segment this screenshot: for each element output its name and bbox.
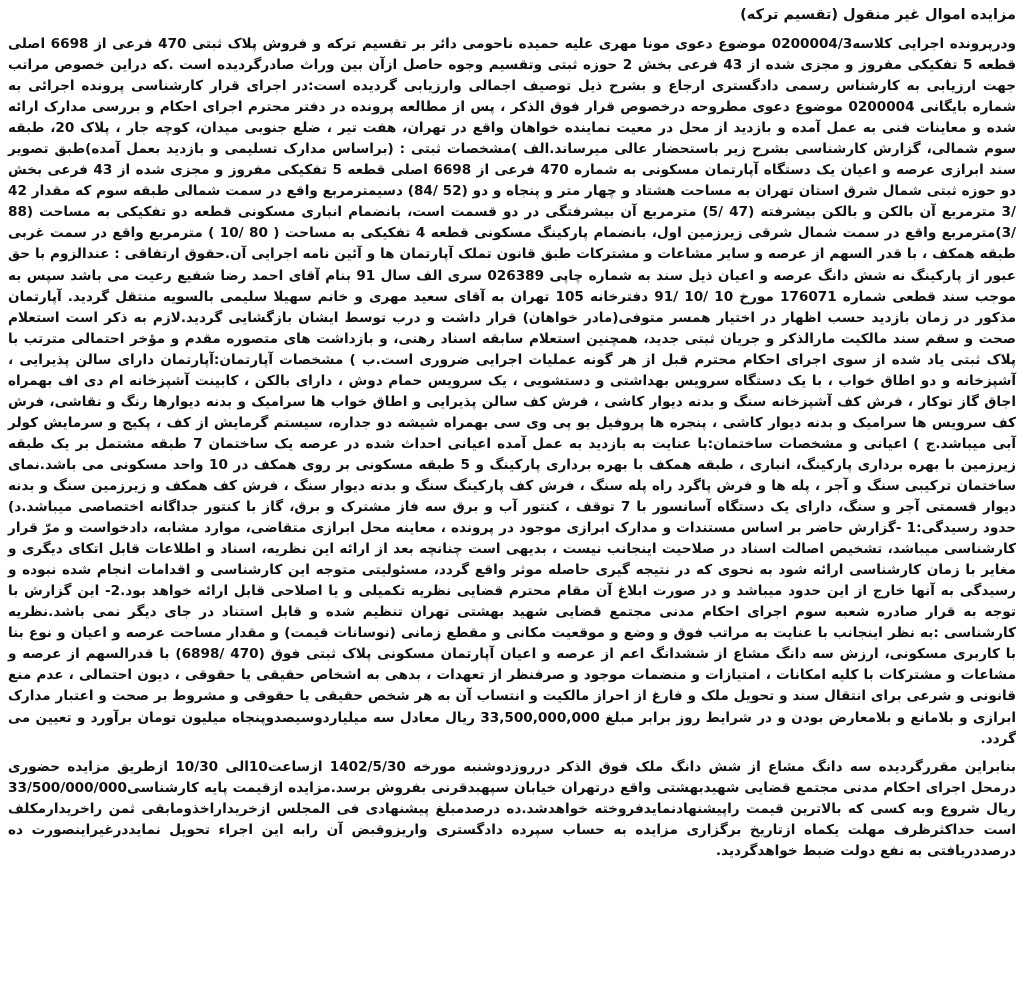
- notice-title: مزایده اموال غیر منقول (تقسیم ترکه): [740, 7, 1016, 23]
- notice-paragraph-auction-terms: بنابراین مقررگردیده سه دانگ مشاع از شش دانگ ملک فوق الذکر درروزدوشنبه مورخه 1402/5/30 ازساعت10الی 10/30 ازطریق مزایده حضوری درمحل اجرای احکام مدنی مجتمع قضایی شهیدبهشتی واقع درتهران خیابان سپهبدقرنی بفروش برسد.مزایده ازقیمت پایه کارشناسی33/500/000/000 ریال شروع وبه کسی که بالاترین قیمت راپیشنهادنمایدفروخته خواهدشد.ده درصدمبلغ پیشنهادی فی المجلس ازخریداراخذومابقی ثمن راخریدارمکلف است حداکثرظرف مهلت یکماه ازتاریخ برگزاری مزایده به حساب سپرده دادگستری واریزوقبض آن رابه این اجراء تحویل نمایددرغیراینصورت ده درصددریافتی به نفع دولت ضبط خواهدگردید.: [8, 758, 1017, 859]
- notice-paragraph-expert-report: ودرپرونده اجرایی کلاسه0200004/3 موضوع دعوی مونا مهری علیه حمیده ناحومی دائر بر تقسیم ترکه و فروش پلاک ثبتی 470 فرعی از 6698 اصلی قطعه 5 تفکیکی مفروز و مجزی شده از 43 فرعی بخش 2 حوزه ثبتی وتقسیم وجوه حاصل ازآن بین وراث صادرگردیده است .که دراین خصوص مراتب جهت ارزیابی به کارشناس رسمی دادگستری ارجاع و بشرح ذیل توصیف اجمالی وارزیابی گردیده است:در اجرای قرار کارشناسی پرونده اجرائی به شماره بایگانی 0200004 موضوع دعوی مطروحه درخصوص قرار فوق الذکر ، پس از مطالعه پرونده در دفتر محترم اجرای احکام و بررسی مدارک ارائه شده و معاینات فنی به عمل آمده و بازدید از محل در معیت نماینده خواهان واقع در تهران، هفت تیر ، ضلع جنوبی میدان، کوچه جار ، پلاک 20، طبقه سوم شمالی، گزارش کارشناسی بشرح زیر باستحضار عالی میرساند.الف )مشخصات ثبتی : (براساس مدارک تسلیمی و بازدید بعمل آمده)طبق تصویر سند ابرازی عرصه و اعیان یک دستگاه آپارتمان مسکونی به شماره 470 فرعی از 6698 اصلی قطعه 5 تفکیکی مفروز و مجزی شده از 43 فرعی بخش دو حوزه ثبتی شمال شرق استان تهران به مساحت هشتاد و چهار متر و پنجاه و دو (52 /84) دسیمترمربع واقع در سمت شمالی طبقه سوم که مقدار 42 /3 مترمربع آن بالکن و بالکن بیشرفته (47 /5) مترمربع آن بیشرفتگی در دو قسمت است، بانضمام انباری مسکونی قطعه دو تفکیکی به مساحت (88 /3)مترمربع واقع در سمت شمال شرقی زیرزمین اول، بانضمام پارکینگ مسکونی قطعه 4 تفکیکی به مساحت ( 80 /10 ) مترمربع واقع در سمت غربی طبقه همکف ، با قدر السهم از عرصه و سایر مشاعات و مشترکات طبق قانون تملک آپارتمان ها و آئین نامه اجرایی آن.حقوق ارتفاقی : عندالزوم با حق عبور از پارکینگ نه شش دانگ عرصه و اعیان ذیل سند به شماره چاپی 026389 سری الف سال 91 بنام آقای احمد رضا شفیع رعیت می باشد سپس به موجب سند قطعی شماره 176071 مورخ 10 /10 /91 دفترخانه 105 تهران به آقای سعید مهری و خانم سهیلا سلیمی بالسویه منتقل گردید. آپارتمان مذکور در زمان بازدید حسب اظهار در اختیار همسر متوفی(مادر خواهان) قرار داشت و درب توسط ایشان بازگشایی گردید.لازم به ذکر است استعلام صحت و سقم سند مالکیت مارالذکر و جریان ثبتی جدید، همچنین استعلام سابقه اسناد رهنی، و بازداشت های متصوره مقدم و مؤخر احتمالی مترتب با پلاک ثبتی یاد شده از سوی اجرای احکام محترم قبل از هر گونه عملیات اجرایی ضروری است.ب ) مشخصات آپارتمان:آپارتمان دارای سالن پذیرایی ، آشپزخانه و دو اطاق خواب ، با یک دستگاه سرویس بهداشتی و دستشویی ، یک سرویس حمام دوش ، دارای بالکن ، کابینت آشپزخانه ام دی اف بهمراه اجاق گاز توکار ، فرش کف آشپزخانه سنگ و بدنه دیوار کاشی ، فرش کف سالن پذیرایی و اطاق خواب ها سرامیک و بدنه دیوارها رنگ و نقاشی، فرش کف سرویس ها سرامیک و بدنه دیوار کاشی ، پنجره ها پروفیل یو پی وی سی بهمراه شیشه دو جداره، سیستم گرمایش از کف ، پکیج و سرمایش کولر آبی میباشد.ج ) اعیانی و مشخصات ساختمان:با عنایت به بازدید به عمل آمده اعیانی احداث شده در عرصه یک ساختمان 7 طبقه مشتمل بر یک طبقه زیرزمین با بهره برداری پارکینگ، انباری ، طبقه همکف با بهره برداری پارکینگ و 5 طبقه مسکونی بر روی همکف در 10 واحد مسکونی می باشد.نمای ساختمان ترکیبی سنگ و آجر ، پله ها و فرش پاگرد راه پله سنگ ، فرش کف پارکینگ سنگ و بدنه دیوار سنگ ، فرش کف همکف و زیرزمین سنگ و بدنه دیوار قسمتی آجر و سنگ، دارای یک دستگاه آسانسور با 7 توقف ، کنتور آب و برق سه فاز مشترک و برق، گاز با کنتور جداگانه اختصاصی میباشد.د) حدود رسیدگی:1 -گزارش حاضر بر اساس مستندات و مدارک ابرازی موجود در پرونده ، معاینه محل ابرازی متقاضی، موارد مشابه، دادخواست و مرّ قرار کارشناسی میباشد، تشخیص اصالت اسناد در صلاحیت اینجانب نیست ، بدیهی است چنانچه بعد از ارائه این نظریه، اسناد و اطلاعات قابل اتکای دیگری و مغایر با زمان کارشناسی ارائه شود به نحوی که در نتیجه گیری حاصله موثر واقع گردد، مسئولیتی متوجه این کارشناسی و اقدامات انجام شده نبوده و رسیدگی به آنها خارج از این حدود میباشد و در صورت ابلاغ آن مقام محترم قضایی نظریه تکمیلی و یا اصلاحی قابل ارائه خواهد بود.2- این گزارش با توجه به قرار صادره شعبه سوم اجرای احکام مدنی مجتمع قضایی شهید بهشتی تهران تنظیم شده و قابل استناد در جای دیگر نمی باشد.نظریه کارشناسی :به نظر اینجانب با عنایت به مراتب فوق و وضع و موقعیت مکانی و مقطع زمانی (نوسانات قیمت) و مقدار مساحت عرصه و اعیان و نوع بنا با کاربری مسکونی، ارزش سه دانگ مشاع از ششدانگ اعم از عرصه و اعیان آپارتمان مسکونی پلاک ثبتی فوق (470 /6898) با قدرالسهم از عرصه و مشاعات و مشترکات با کلیه امکانات ، امتیازات و منضمات موجود و صرفنظر از تعهدات ، بدهی به اشخاص حقیقی یا حقوقی ، دیون احتمالی ، عدم منع قانونی و شرعی برای انتقال سند و تحویل ملک و فارغ از احراز مالکیت و انتساب آن به هر شخص حقیقی یا حقوقی و مشروط بر صحت و اعتبار مدارک ابرازی و بلامانع و بلامعارض بودن و در شرایط روز برابر مبلغ 33,500,000,000 ریال معادل سه میلیاردوسیصدوپنجاه میلیون تومان برآورد و تعیین می گردد.: [8, 36, 1017, 747]
- paragraph-spacer: [8, 750, 1016, 757]
